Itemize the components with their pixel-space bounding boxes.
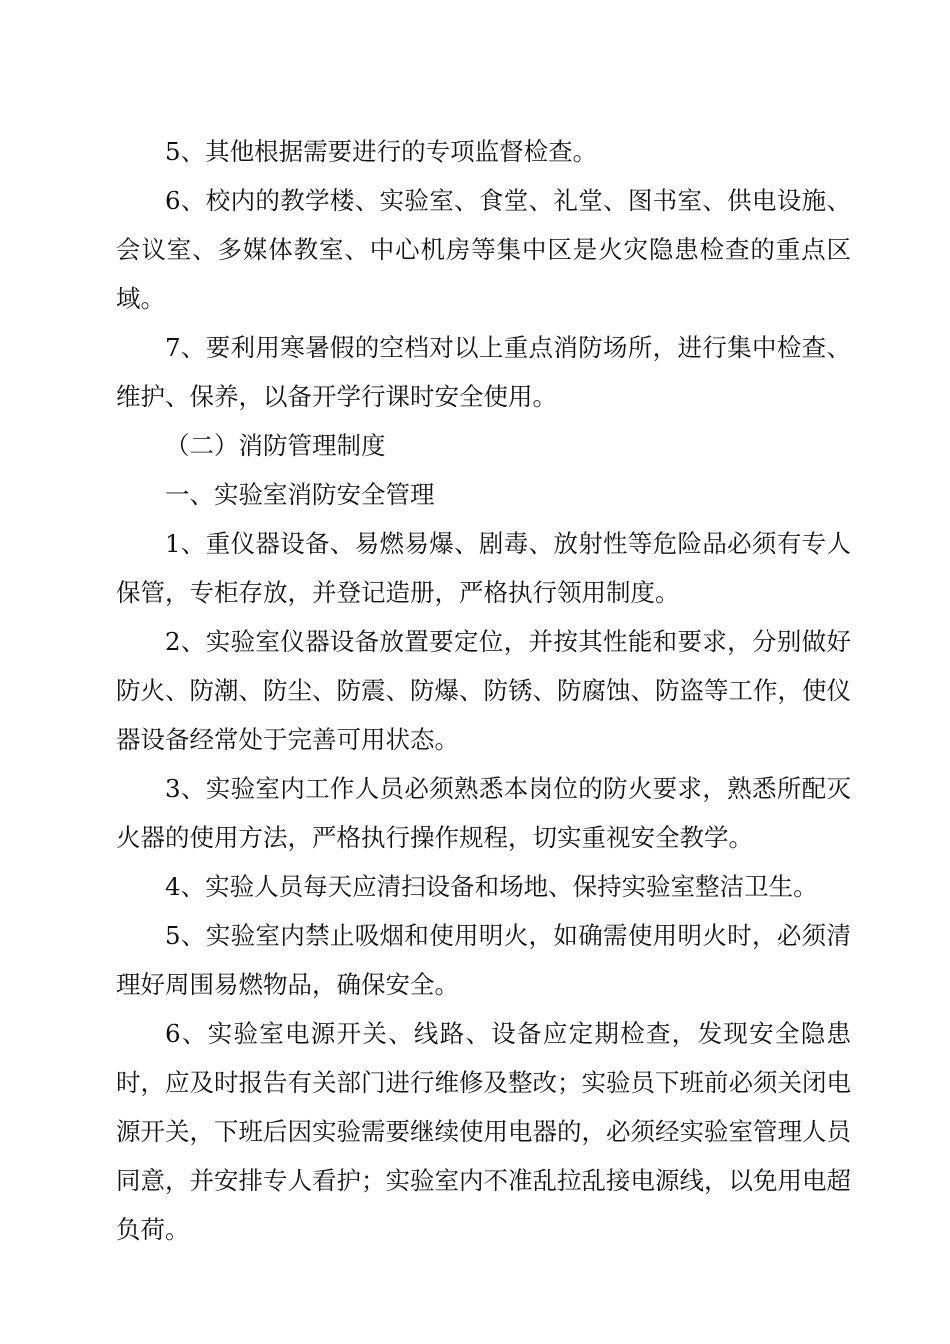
paragraph-rule-1: 1、重仪器设备、易燃易爆、剧毒、放射性等危险品必须有专人保管，专柜存放，并登记造册，严格执行领用制度。 [116,529,851,607]
paragraph-item-6-key-areas: 6、校内的教学楼、实验室、食堂、礼堂、图书室、供电设施、会议室、多媒体教室、中心机房等集中区是火灾隐患检查的重点区域。 [116,186,851,313]
paragraph-rule-3: 3、实验室内工作人员必须熟悉本岗位的防火要求，熟悉所配灭火器的使用方法，严格执行操作规程，切实重视安全教学。 [116,774,851,852]
document-body [116,127,851,1254]
section-heading-fire-management: （二）消防管理制度 [165,431,386,460]
paragraph-rule-2: 2、实验室仪器设备放置要定位，并按其性能和要求，分别做好防火、防潮、防尘、防震、防爆、防锈、防腐蚀、防盗等工作，使仪器设备经常处于完善可用状态。 [116,627,851,754]
paragraph-rule-5: 5、实验室内禁止吸烟和使用明火，如确需使用明火时，必须清理好周围易燃物品，确保安全。 [116,921,851,999]
paragraph-item-7-holiday-inspection: 7、要利用寒暑假的空档对以上重点消防场所，进行集中检查、维护、保养，以备开学行课时安全使用。 [116,333,851,411]
paragraph-item-5-special-inspection: 5、其他根据需要进行的专项监督检查。 [165,137,598,166]
paragraph-rule-4: 4、实验人员每天应清扫设备和场地、保持实验室整洁卫生。 [165,872,818,901]
paragraph-rule-6: 6、实验室电源开关、线路、设备应定期检查，发现安全隐患时，应及时报告有关部门进行维修及整改；实验员下班前必须关闭电源开关，下班后因实验需要继续使用电器的，必须经实验室管理人员同意，并安排专人看护；实验室内不准乱拉乱接电源线，以免用电超负荷。 [116,1019,851,1244]
subsection-heading-lab-fire-safety: 一、实验室消防安全管理 [165,480,435,509]
